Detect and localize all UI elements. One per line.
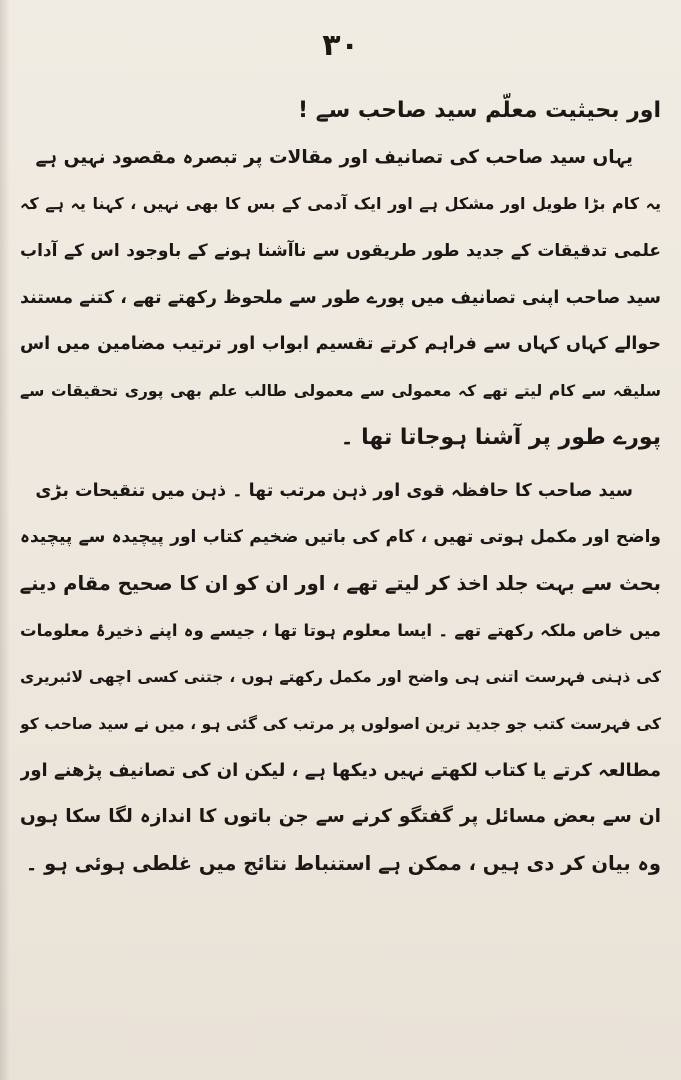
page-edge-shadow — [0, 0, 10, 1080]
text-line: کی فہرست کتب جو جدید ترین اصولوں پر مرتب کی گئی ہو ، میں نے سید صاحب کو — [20, 714, 661, 733]
page-number: ٣٠ — [322, 28, 359, 63]
text-line: ان سے بعض مسائل پر گفتگو کرنے سے جن باتوں کا اندازہ لگا سکا ہوں — [20, 806, 661, 828]
text-line: اور بحیثیت معلّم سید صاحب سے ! — [298, 98, 661, 123]
text-line: مطالعہ کرتے یا کتاب لکھتے نہیں دیکھا ہے ، لیکن ان کی تصانیف پڑھنے اور — [20, 759, 661, 781]
text-line: پورے طور پر آشنا ہوجاتا تھا ۔ — [340, 424, 661, 450]
text-line: میں خاص ملکہ رکھتے تھے ۔ ایسا معلوم ہوتا تھا ، جیسے وہ اپنے ذخیرۂ معلومات — [20, 620, 661, 640]
text-line: یہاں سید صاحب کی تصانیف اور مقالات پر تبصرہ مقصود نہیں ہے — [35, 146, 633, 168]
text-line: سلیقہ سے کام لیتے تھے کہ معمولی سے معمولی طالب علم بھی پوری تحقیقات سے — [20, 382, 661, 401]
text-line: سید صاحب اپنی تصانیف میں پورے طور سے ملحوظ رکھتے تھے ، کتنے مستند — [20, 287, 661, 308]
text-line: علمی تدقیقات کے جدید طور طریقوں سے ناآشنا ہونے کے باوجود اس کے آداب — [20, 241, 661, 262]
text-line: بحث سے بہت جلد اخذ کر لیتے تھے ، اور ان کو ان کا صحیح مقام دینے — [20, 571, 661, 595]
text-line: یہ کام بڑا طویل اور مشکل ہے اور ایک آدمی کے بس کا بھی نہیں ، کہنا یہ ہے کہ — [20, 194, 661, 214]
text-line: حوالے کہاں کہاں سے فراہم کرتے تقسیم ابواب اور ترتیب مضامین میں اس — [20, 334, 661, 355]
body-text — [20, 88, 661, 888]
text-line: کی ذہنی فہرست اتنی ہی واضح اور مکمل رکھتے ہوں ، جتنی کسی اچھی لائبریری — [20, 668, 661, 687]
text-line: واضح اور مکمل ہوتی تھیں ، کام کی باتیں ضخیم کتاب اور پیچیدہ سے پیچیدہ — [20, 527, 661, 548]
text-line: سید صاحب کا حافظہ قوی اور ذہن مرتب تھا ۔ ذہن میں تنقیحات بڑی — [35, 480, 633, 501]
text-line: وہ بیان کر دی ہیں ، ممکن ہے استنباط نتائج میں غلطی ہوئی ہو ۔ — [25, 852, 661, 875]
